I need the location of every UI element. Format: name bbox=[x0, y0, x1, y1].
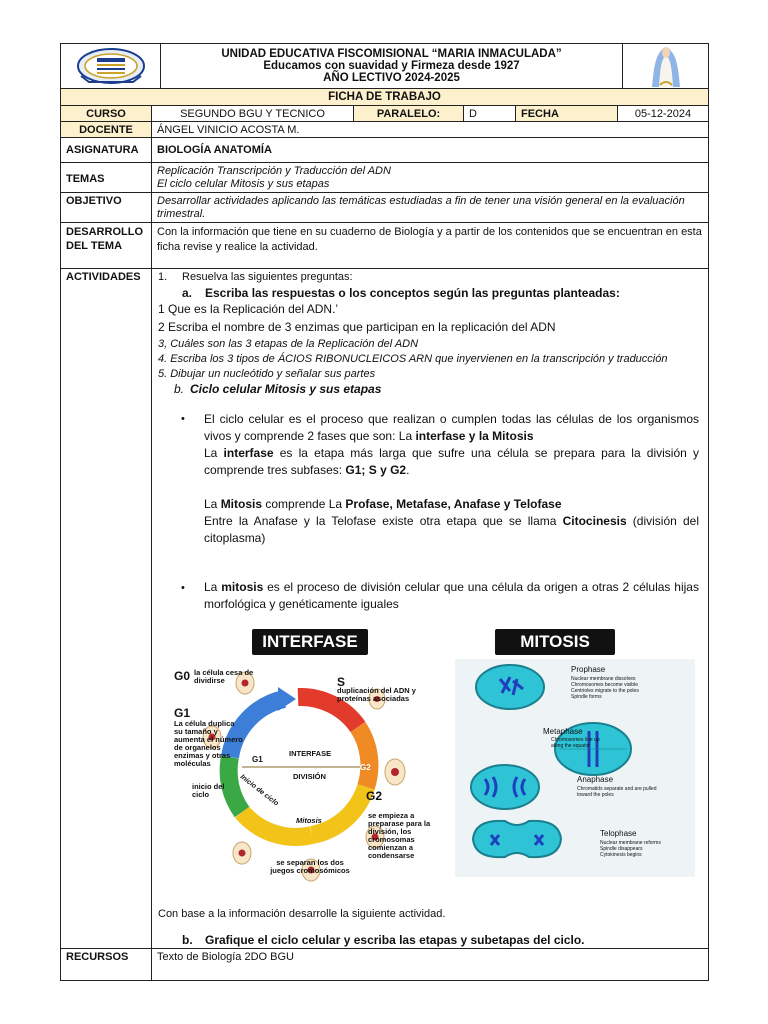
virgin-image bbox=[623, 44, 708, 88]
telophase-notes: Nuclear membrane reforms Spindle disappears Cytokinesis begins bbox=[600, 840, 661, 858]
p2-bold-b: G1; S y G2 bbox=[345, 463, 407, 477]
s-desc: duplicación del ADN y proteínas asociadas bbox=[337, 686, 416, 703]
paragraph-mitosis-definition bbox=[204, 579, 699, 613]
g1-desc: La célula duplica su tamaño y aumenta el número de organelos enzimas y otras moléculas bbox=[174, 719, 243, 768]
s-label: S bbox=[337, 675, 346, 689]
p1-text: El ciclo celular es el proceso que realizan o cumplen todas las células de los organismos vivos y comprende 2 fases que son: La bbox=[204, 412, 699, 443]
p5-text-a: La bbox=[204, 580, 222, 594]
curso-label: CURSO bbox=[61, 106, 152, 121]
temas-row bbox=[61, 163, 708, 193]
docente-label: DOCENTE bbox=[61, 122, 152, 137]
objetivo-value: Desarrollar actividades aplicando las temáticas estudiadas a fin de tener una visión general en la evaluación trimestral. bbox=[157, 195, 685, 220]
school-motto: Educamos con suavidad y Firmeza desde 1927 bbox=[263, 60, 520, 72]
paragraph-interfase bbox=[204, 445, 699, 479]
paragraph-citocinesis bbox=[204, 513, 699, 547]
desarrollo-label bbox=[61, 223, 152, 268]
recursos-row bbox=[61, 949, 708, 980]
curso-row bbox=[61, 106, 708, 122]
prophase-notes: Nuclear membrane dissolves Chromosomes become visible Centrioles migrate to the poles Spindle forms bbox=[571, 676, 639, 700]
school-logo bbox=[61, 44, 161, 88]
item-b-label: b. bbox=[174, 382, 185, 396]
mitosis-title: MITOSIS bbox=[495, 629, 615, 655]
fecha-label: FECHA bbox=[516, 106, 618, 121]
g0-desc: la célula cesa de dividirse bbox=[194, 668, 254, 685]
p4-bold: Citocinesis bbox=[562, 514, 627, 528]
objetivo-label: OBJETIVO bbox=[61, 193, 152, 222]
bottom-desc: se separan los dos juegos cromosómicos bbox=[270, 858, 350, 875]
item-a-text: Escriba las respuestas o los conceptos según las preguntas planteadas: bbox=[205, 286, 620, 300]
item-1-number: 1. bbox=[158, 271, 168, 283]
metaphase-label: Metaphase bbox=[543, 727, 583, 736]
inicio-ring-label: Inicio de ciclo bbox=[238, 773, 280, 808]
metaphase-notes: Chromosomes line up along the equator bbox=[551, 737, 600, 749]
work-sheet bbox=[60, 43, 709, 981]
temas-value bbox=[152, 163, 708, 192]
inicio-label: inicio del ciclo bbox=[192, 782, 225, 799]
bullet-2-icon: • bbox=[181, 582, 185, 594]
question-4: 4. Escriba los 3 tipos de ÁCIOS RIBONUCLEICOS ARN que inyervienen en la transcripción y traducción bbox=[158, 353, 668, 365]
paralelo-label: PARALELO: bbox=[354, 106, 464, 121]
p3-text-b: comprende La bbox=[262, 497, 346, 511]
docente-row bbox=[61, 122, 708, 138]
g2-ring-label: G2 bbox=[360, 763, 371, 772]
school-year: AÑO LECTIVO 2024-2025 bbox=[323, 72, 460, 84]
docente-value: ÁNGEL VINICIO ACOSTA M. bbox=[157, 124, 300, 136]
prophase-label: Prophase bbox=[571, 665, 606, 674]
p3-bold-a: Mitosis bbox=[220, 497, 263, 511]
asignatura-value: BIOLOGÍA ANATOMÍA bbox=[157, 144, 272, 156]
desarrollo-label-2: DEL TEMA bbox=[66, 240, 123, 252]
p3-bold-b: Profase, Metafase, Anafase y Telofase bbox=[345, 497, 562, 511]
question-5: 5. Dibujar un nucleótido y señalar sus partes bbox=[158, 368, 376, 380]
virgin-mary-icon bbox=[646, 45, 686, 88]
question-2: 2 Escriba el nombre de 3 enzimas que participan en la replicación del ADN bbox=[158, 320, 556, 334]
paralelo-value: D bbox=[464, 106, 516, 121]
header-titles bbox=[161, 44, 623, 88]
g2-label: G2 bbox=[366, 789, 383, 803]
question-1: 1 Que es la Replicación del ADN.’ bbox=[158, 302, 339, 316]
division-center-label: DIVISIÓN bbox=[293, 772, 326, 781]
school-name: UNIDAD EDUCATIVA FISCOMISIONAL “MARIA INMACULADA” bbox=[221, 48, 562, 60]
p1-bold: interfase y la Mitosis bbox=[415, 429, 534, 443]
tema-1: Replicación Transcripción y Traducción del ADN bbox=[157, 165, 391, 177]
p4-text-b: (división del citoplasma) bbox=[204, 514, 699, 545]
paragraph-mitosis-phases bbox=[204, 496, 699, 513]
item-b-text: Ciclo celular Mitosis y sus etapas bbox=[190, 382, 382, 396]
mitosis-ring-label: Mitosis bbox=[296, 816, 322, 825]
g1-ring-label: G1 bbox=[252, 755, 263, 764]
mitosis-diagram bbox=[455, 627, 700, 882]
interfase-center-label: INTERFASE bbox=[289, 749, 332, 758]
paragraph-cycle bbox=[204, 411, 699, 445]
p5-text-b: es el proceso de división celular que una célula da origen a otras 2 células hijas morfológica y genéticamente iguales bbox=[204, 580, 699, 611]
recursos-value: Texto de Biología 2DO BGU bbox=[157, 951, 294, 963]
objetivo-row bbox=[61, 193, 708, 223]
anaphase-label: Anaphase bbox=[577, 775, 614, 784]
g0-label: G0 bbox=[174, 669, 191, 683]
question-3: 3, Cuáles son las 3 etapas de la Replicación del ADN bbox=[158, 338, 419, 350]
recursos-label: RECURSOS bbox=[61, 949, 152, 980]
p2-text-a: La bbox=[204, 446, 224, 460]
desarrollo-value: Con la información que tiene en su cuaderno de Biología y a partir de los contenidos que se encuentran en esta ficha revise y realice la actividad. bbox=[157, 226, 702, 253]
g1-label: G1 bbox=[174, 706, 191, 720]
p2-text-c: . bbox=[406, 463, 410, 477]
anaphase-notes: Chromatids separate and are pulled toward the poles bbox=[577, 786, 657, 798]
sheet-title: FICHA DE TRABAJO bbox=[328, 91, 441, 103]
item-b2-text: Grafique el ciclo celular y escriba las etapas y subetapas del ciclo. bbox=[205, 933, 585, 947]
temas-label: TEMAS bbox=[61, 163, 152, 192]
actividades-row bbox=[61, 269, 708, 949]
actividades-content bbox=[152, 269, 708, 948]
asignatura-row bbox=[61, 138, 708, 163]
school-crest-icon bbox=[75, 46, 147, 86]
fecha-value: 05-12-2024 bbox=[634, 107, 692, 120]
desarrollo-row bbox=[61, 223, 708, 269]
p5-bold: mitosis bbox=[221, 580, 264, 594]
interfase-title: INTERFASE bbox=[252, 629, 368, 655]
fase-s-ring-label: Fase S bbox=[296, 712, 319, 719]
g2-desc: se empieza a preparase para la división, los cromosomas comienzan a condensarse bbox=[368, 811, 431, 860]
sheet-title-row bbox=[61, 89, 708, 106]
after-text: Con base a la información desarrolle la siguiente actividad. bbox=[158, 908, 446, 920]
bullet-1-icon: • bbox=[181, 413, 185, 425]
item-a-label: a. bbox=[182, 286, 193, 300]
item-1-text: Resuelva las siguientes preguntas: bbox=[182, 271, 353, 283]
interfase-diagram bbox=[172, 627, 434, 882]
tema-2: El ciclo celular Mitosis y sus etapas bbox=[157, 178, 330, 190]
header-row bbox=[61, 44, 708, 89]
p4-text-a: Entre la Anafase y la Telofase existe otra etapa que se llama bbox=[204, 514, 563, 528]
asignatura-label: ASIGNATURA bbox=[61, 138, 152, 162]
desarrollo-label-1: DESARROLLO bbox=[66, 226, 143, 238]
curso-value: SEGUNDO BGU Y TECNICO bbox=[152, 106, 354, 121]
actividades-label: ACTIVIDADES bbox=[61, 269, 152, 948]
item-b2-label: b. bbox=[182, 933, 193, 947]
p2-bold-a: interfase bbox=[223, 446, 274, 460]
p2-text-b: es la etapa más larga que sufre una célula se prepara para la división y comprende tres subfases: bbox=[204, 446, 699, 477]
p3-text-a: La bbox=[204, 497, 221, 511]
telophase-label: Telophase bbox=[600, 829, 637, 838]
